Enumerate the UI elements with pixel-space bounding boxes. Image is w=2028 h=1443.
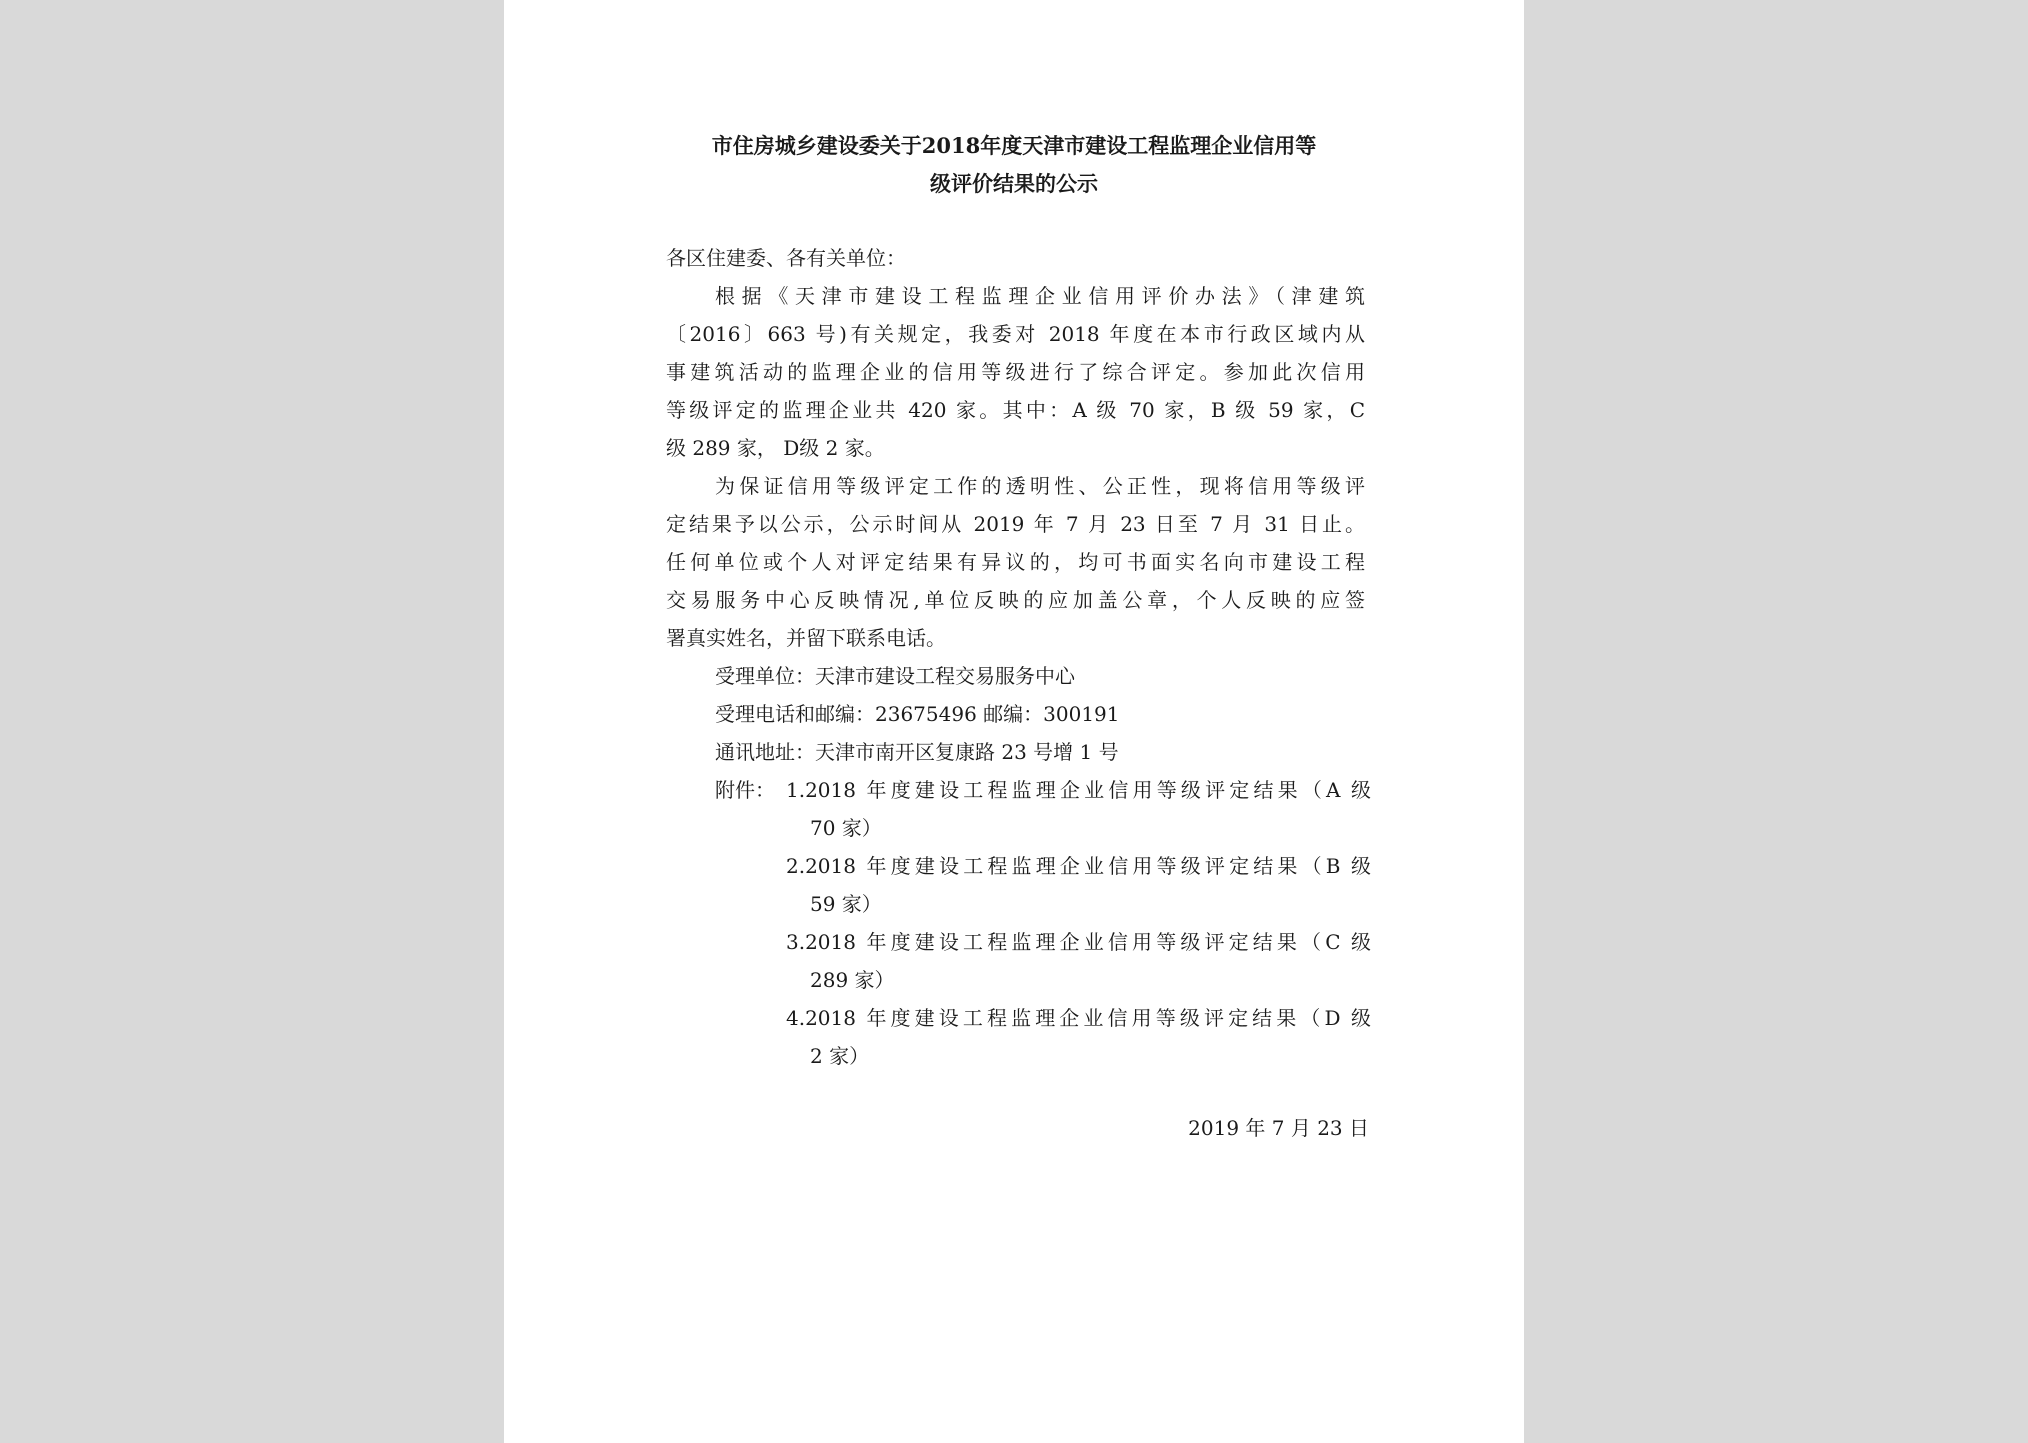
- paragraph2-line-5: 署真实姓名，并留下联系电话。: [666, 626, 946, 650]
- attachment-1-line-2: 70 家）: [810, 816, 882, 840]
- attachment-1-line-1: 1.2018 年度建设工程监理企业信用等级评定结果（A 级: [786, 778, 1371, 802]
- title-line-2: 级评价结果的公示: [930, 171, 1098, 196]
- document-title: [664, 127, 1364, 203]
- attachment-4-line-1: 4.2018 年度建设工程监理企业信用等级评定结果（D 级: [786, 1006, 1371, 1030]
- document-page: [504, 0, 1524, 1443]
- salutation: 各区住建委、各有关单位：: [666, 246, 906, 270]
- paragraph2-line-1: 为保证信用等级评定工作的透明性、公正性，现将信用等级评: [715, 474, 1365, 498]
- contact-address: 通讯地址：天津市南开区复康路 23 号增 1 号: [715, 740, 1119, 764]
- contact-phone: 受理电话和邮编：23675496 邮编：300191: [715, 702, 1120, 726]
- attachment-3-line-1: 3.2018 年度建设工程监理企业信用等级评定结果（C 级: [786, 930, 1371, 954]
- document-date: 2019 年 7 月 23 日: [1188, 1116, 1369, 1140]
- attachment-4-line-2: 2 家）: [810, 1044, 870, 1068]
- attachment-2-line-2: 59 家）: [810, 892, 882, 916]
- paragraph1-line-2: 〔2016〕663 号)有关规定，我委对 2018 年度在本市行政区域内从: [666, 322, 1365, 346]
- paragraph1-line-3: 事建筑活动的监理企业的信用等级进行了综合评定。参加此次信用: [666, 360, 1365, 384]
- paragraph1-line-4: 等级评定的监理企业共 420 家。其中：A 级 70 家，B 级 59 家，C: [666, 398, 1365, 422]
- paragraph2-line-4: 交易服务中心反映情况,单位反映的应加盖公章，个人反映的应签: [666, 588, 1365, 612]
- attachment-2-line-1: 2.2018 年度建设工程监理企业信用等级评定结果（B 级: [786, 854, 1371, 878]
- paragraph1-line-1: 根据《天津市建设工程监理企业信用评价办法》（津建筑: [715, 284, 1365, 308]
- title-line-1: 市住房城乡建设委关于2018年度天津市建设工程监理企业信用等: [711, 133, 1317, 158]
- attachments-label: 附件：: [715, 778, 775, 802]
- contact-unit: 受理单位：天津市建设工程交易服务中心: [715, 664, 1075, 688]
- attachment-3-line-2: 289 家）: [810, 968, 895, 992]
- paragraph2-line-3: 任何单位或个人对评定结果有异议的，均可书面实名向市建设工程: [666, 550, 1365, 574]
- paragraph1-line-5: 级 289 家， D级 2 家。: [666, 436, 885, 460]
- paragraph2-line-2: 定结果予以公示，公示时间从 2019 年 7 月 23 日至 7 月 31 日止。: [666, 512, 1365, 536]
